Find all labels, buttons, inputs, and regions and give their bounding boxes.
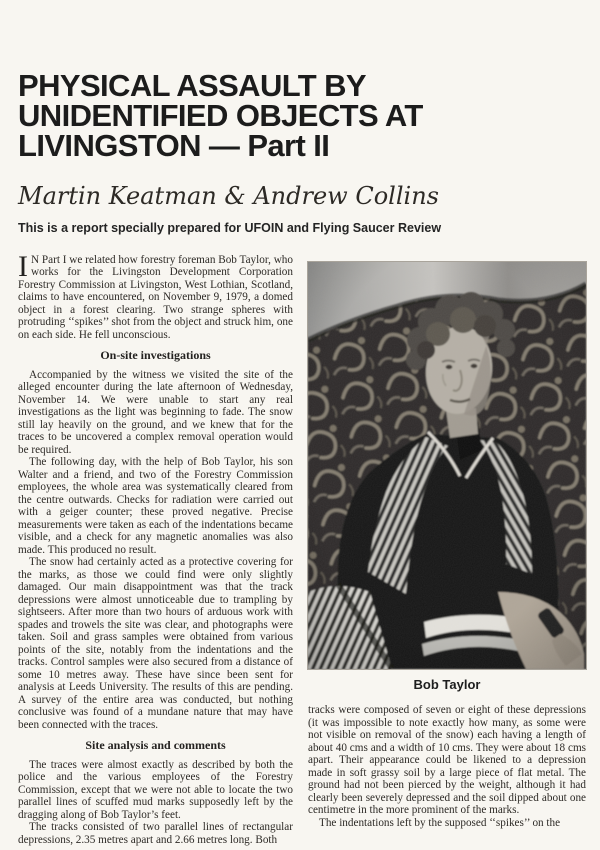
body-paragraph: The snow had certainly acted as a protective covering for the marks, as those we could find were only slightly damaged. Our main disappointment was that the track depressions were almost unnoticeable due to trampling by sightseers. After more than two hours of arduous work with spades and trowels the site was clear, and photographs were taken. Soil and grass samples were obtained from various points of the site, notably from the indentations and the tracks. Control samples were also secured from a distance of some 10 metres away. These have since been sent for analysis at Leeds University. The results of this are pending. A survey of the entire area was conducted, but nothing conclusive was found of a mundane nature that may have been connected with the traces.	[18, 556, 293, 731]
section-heading-onsite-investigations: On-site investigations	[100, 348, 211, 363]
drop-cap: I	[18, 249, 28, 283]
title-line-3: LIVINGSTON — Part II	[18, 127, 330, 163]
intro-paragraph	[18, 249, 293, 342]
article-body	[0, 235, 600, 847]
body-paragraph: tracks were composed of seven or eight of these depressions (it was impossible to note exactly how many, as some were not visible on removal of the snow) each having a length of about 40 cms and a width of 10 cms. They were about 18 cms apart. Their appearance could be likened to a depression made in soft grassy soil by a large piece of flat metal. The ground had not been pierced by the weight, although it had clearly been severely depressed and the soil dipped about one centimetre in the more prominent of the marks.	[308, 704, 586, 817]
body-paragraph: The traces were almost exactly as described by both the police and the various employees of the Forestry Commission, except that we were not able to locate the two parallel lines of scuffed mud marks supposedly left by the dragging along of Bob Taylor’s feet.	[18, 758, 293, 821]
photo-caption: Bob Taylor	[413, 676, 481, 692]
page-title	[18, 67, 586, 163]
bob-taylor-photo-figure	[308, 262, 586, 692]
byline: Martin Keatman & Andrew Collins	[18, 181, 439, 210]
article-header	[0, 0, 600, 235]
bob-taylor-photo	[308, 262, 586, 669]
intro-text: N Part I we related how forestry foreman Bob Taylor, who works for the Livingston Development Corporation Forestry Commission at Livingston, West Lothian, Scotland, claims to have encountered, on November 9, 1979, a domed object in a forest clearing. Two strange spheres with protruding ‘‘spikes’’ shot from the object and struck him, one on each side. He fell unconscious.	[18, 253, 293, 341]
report-note: This is a report specially prepared for UFOIN and Flying Saucer Review	[18, 220, 442, 235]
body-paragraph: The tracks consisted of two parallel lines of rectangular depressions, 2.35 metres apart and 2.66 metres long. Both	[18, 821, 293, 846]
title-line-1: PHYSICAL ASSAULT BY	[18, 67, 367, 103]
body-paragraph: The following day, with the help of Bob Taylor, his son Walter and a friend, and two of the Forestry Commission employees, the whole area was systematically cleared from the centre outwards. Checks for radiation were carried out with a geiger counter; these proved negative. Precise measurements were taken as each of the indentations became visible, and a check for any magnetic anomalies was also made. This produced no result.	[18, 456, 293, 556]
section-heading-site-analysis: Site analysis and comments	[85, 738, 226, 753]
title-line-2: UNIDENTIFIED OBJECTS AT	[18, 97, 423, 133]
left-column	[18, 249, 293, 847]
body-paragraph: The indentations left by the supposed ‘‘spikes’’ on the	[319, 816, 561, 829]
right-column	[308, 254, 586, 847]
body-paragraph: Accompanied by the witness we visited the site of the alleged encounter during the late afternoon of Wednesday, November 14. We were unable to start any real investigations as the light was beginning to fade. The snow still lay heavily on the ground, and we knew that for the traces to be uncovered a complex removal operation would be required.	[18, 368, 293, 456]
